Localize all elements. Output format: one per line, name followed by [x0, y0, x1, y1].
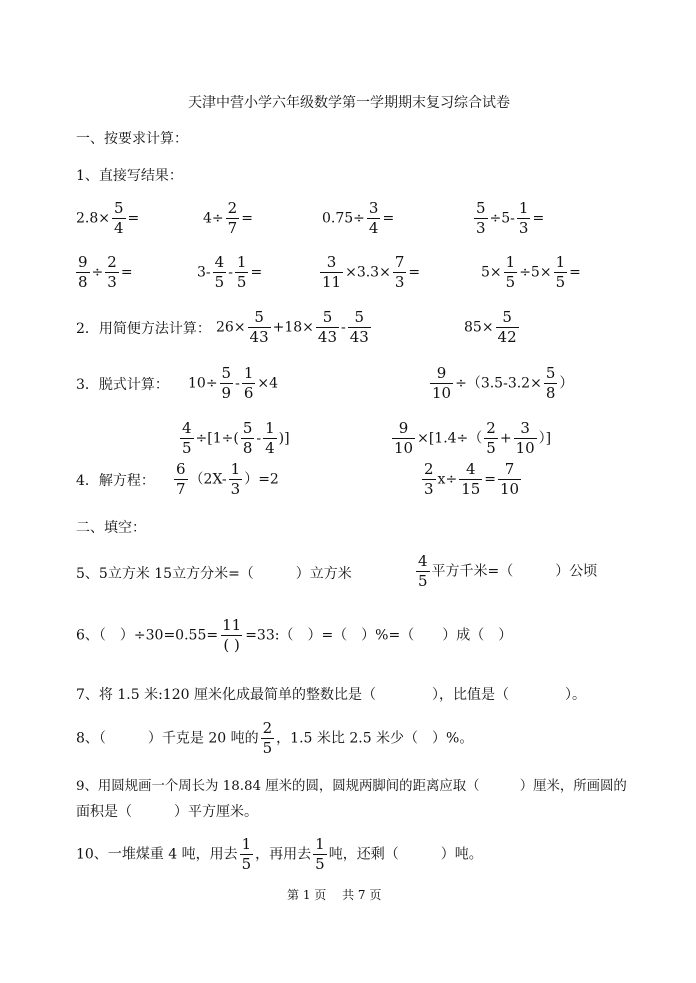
q10-line: 10、一堆煤重 4 吨，用去 $\frac{1}{5}$ ，再用去 $\frac{1}{5}$ 吨，还剩（ ）吨。	[76, 835, 483, 873]
q4-equation1: $\frac{6}{7}$ （2X- $\frac{1}{3}$ ）=2	[176, 460, 279, 498]
q4-label: 4．解方程：	[76, 473, 155, 489]
q1-r1-item2: 4÷ $\frac{2}{7}$ =	[203, 199, 253, 237]
q1-r1-item3: 0.75÷ $\frac{3}{4}$ =	[322, 199, 395, 237]
q5-part2: $\frac{4}{5}$ 平方千米=（ ）公顷	[418, 552, 598, 590]
q1-r2-item2: 3- $\frac{4}{5}$ - $\frac{1}{5}$ =	[197, 253, 263, 291]
q8-line: 8、（ ）千克是 20 吨的 $\frac{2}{5}$ ，1.5 米比 2.5 米少（ ）%。	[76, 719, 474, 757]
q1-r1-item1: 2.8× $\frac{5}{4}$ =	[76, 199, 140, 237]
q3-expr1: 10÷ $\frac{5}{9}$ - $\frac{1}{6}$ ×4	[188, 364, 279, 402]
section-1-heading: 一、按要求计算：	[76, 131, 188, 147]
q7-line: 7、将 1.5 米:120 厘米化成最简单的整数比是（ ），比值是（ ）。	[76, 687, 586, 703]
q2-expr2: 85× $\frac{5}{42}$	[464, 308, 517, 346]
page-title: 天津中营小学六年级数学第一学期期末复习综合试卷	[188, 95, 510, 111]
q9-line2: 面积是（ ）平方厘米。	[76, 804, 258, 820]
q5-part1: 5、5立方米 15立方分米=（ ）立方米	[76, 566, 352, 582]
q1-r1-item4: $\frac{5}{3}$ ÷5- $\frac{1}{3}$ =	[476, 199, 545, 237]
q4-equation2: $\frac{2}{3}$ x÷ $\frac{4}{15}$ = $\frac{7}{10}$	[424, 460, 520, 498]
q6-line: 6、（ ）÷30=0.55= $\frac{11}{( )}$ =33:（ ）=（ ）%=（ ）成（ ）	[76, 616, 513, 654]
q9-line1: 9、用圆规画一个周长为 18.84 厘米的圆，圆规两脚间的距离应取（ ）厘米，所画圆的	[76, 779, 627, 794]
section-2-heading: 二、填空：	[76, 520, 146, 536]
q1-r2-item4: 5× $\frac{1}{5}$ ÷5× $\frac{1}{5}$ =	[481, 253, 581, 291]
q2-label: 2．用简便方法计算：	[76, 321, 211, 337]
page-footer: 第 1 页 共 7 页	[287, 888, 382, 902]
q1-label: 1、直接写结果：	[76, 168, 183, 184]
q3-expr4: $\frac{9}{10}$ ×[1.4÷（ $\frac{2}{5}$ + $\frac{3}{10}$ ）]	[394, 419, 552, 457]
q1-r2-item3: $\frac{3}{11}$ ×3.3× $\frac{7}{3}$ =	[322, 253, 421, 291]
q1-r2-item1: $\frac{9}{8}$ ÷ $\frac{2}{3}$ =	[78, 253, 133, 291]
q3-label: 3．脱式计算：	[76, 377, 169, 393]
q3-expr2: $\frac{9}{10}$ ÷（3.5-3.2× $\frac{5}{8}$ ）	[432, 364, 574, 402]
q3-expr3: $\frac{4}{5}$ ÷[1÷( $\frac{5}{8}$ - $\frac{1}{4}$ )]	[182, 419, 290, 457]
q2-expr1: 26× $\frac{5}{43}$ +18× $\frac{5}{43}$ - $\frac{5}{43}$	[216, 308, 369, 346]
